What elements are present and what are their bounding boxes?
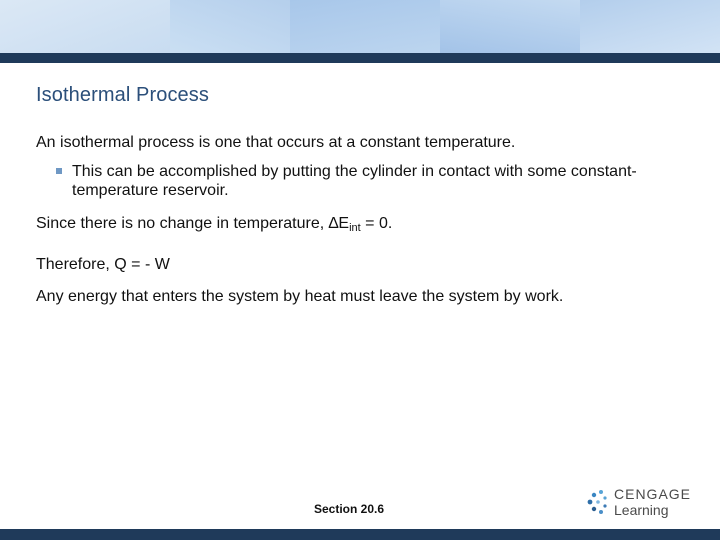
bullet-text: This can be accomplished by putting the cylinder in contact with some constant-temperature reservoir. (72, 163, 637, 199)
section-label: Section 20.6 (314, 502, 385, 516)
banner-facet (0, 0, 170, 53)
paragraph-q-equals-minus-w: Therefore, Q = - W (36, 256, 170, 273)
header-banner (0, 0, 720, 53)
text-segment: Since there is no change in temperature, (36, 215, 329, 232)
logo-wordmark-bottom: Learning (614, 502, 669, 518)
banner-facet (440, 0, 580, 53)
banner-facet (170, 0, 290, 53)
slide-title: Isothermal Process (36, 84, 209, 106)
cengage-logo (586, 485, 696, 521)
cengage-dots-icon (586, 489, 612, 515)
banner-facet (580, 0, 720, 53)
footer-band (0, 529, 720, 540)
text-segment: = 0. (360, 215, 393, 232)
header-band (0, 53, 720, 63)
paragraph-isothermal-definition: An isothermal process is one that occurs at a constant temperature. (36, 134, 516, 151)
paragraph-delta-eint (36, 214, 686, 238)
bullet-item-reservoir (36, 162, 686, 200)
slide-body (36, 133, 686, 306)
delta-e-symbol: ∆E (328, 215, 350, 232)
paragraph-energy-conservation: Any energy that enters the system by heat must leave the system by work. (36, 288, 564, 305)
logo-wordmark-top: CENGAGE (614, 486, 692, 502)
banner-facet (290, 0, 440, 53)
square-bullet-icon (56, 168, 62, 174)
subscript-int: int (349, 222, 361, 234)
